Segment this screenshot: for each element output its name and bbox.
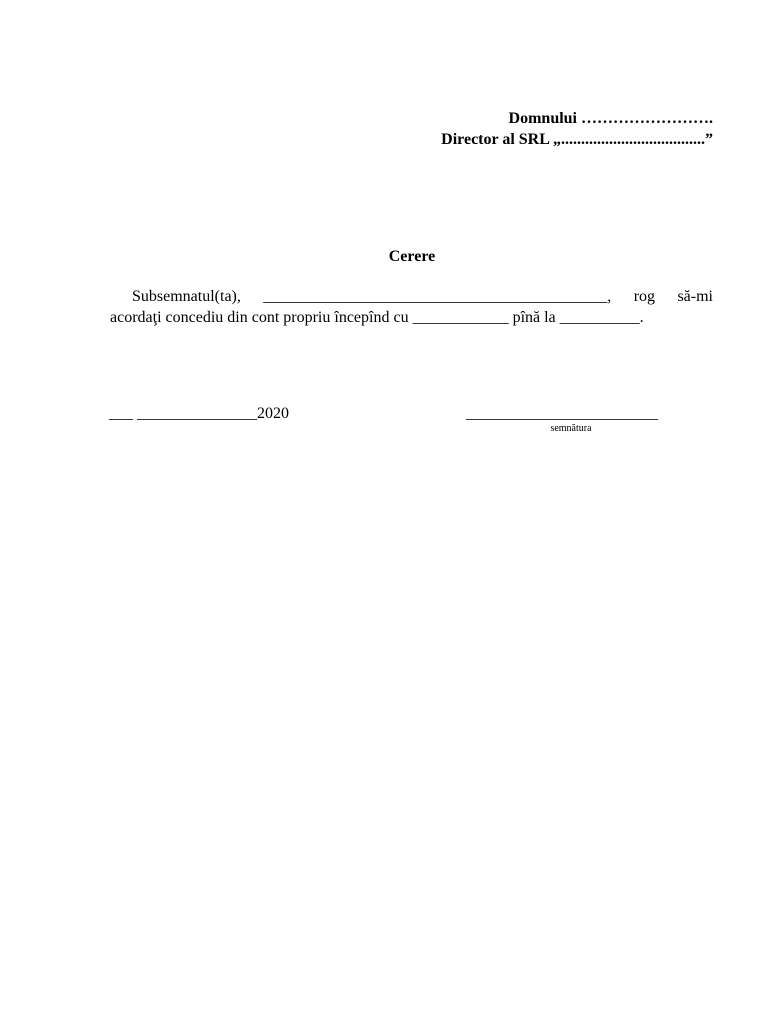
signature-label: semnătura bbox=[550, 423, 592, 434]
request-paragraph-line-1: Subsemnatul(ta), ___________________________________________, rog să-mi bbox=[132, 288, 713, 305]
date-field: ___ _______________2020 bbox=[109, 405, 289, 422]
addressee-name-line: Domnului ……………………. bbox=[508, 110, 713, 127]
request-paragraph bbox=[110, 286, 713, 328]
addressee-position-line: Director al SRL „....................................” bbox=[441, 131, 713, 148]
addressee-block bbox=[441, 108, 713, 150]
signature-line: ________________________ bbox=[466, 405, 658, 422]
request-paragraph-line-2: acordaţi concediu din cont propriu începînd cu ____________ pînă la __________. bbox=[110, 309, 644, 326]
document-title: Cerere bbox=[388, 248, 436, 265]
signature-block bbox=[466, 404, 676, 435]
